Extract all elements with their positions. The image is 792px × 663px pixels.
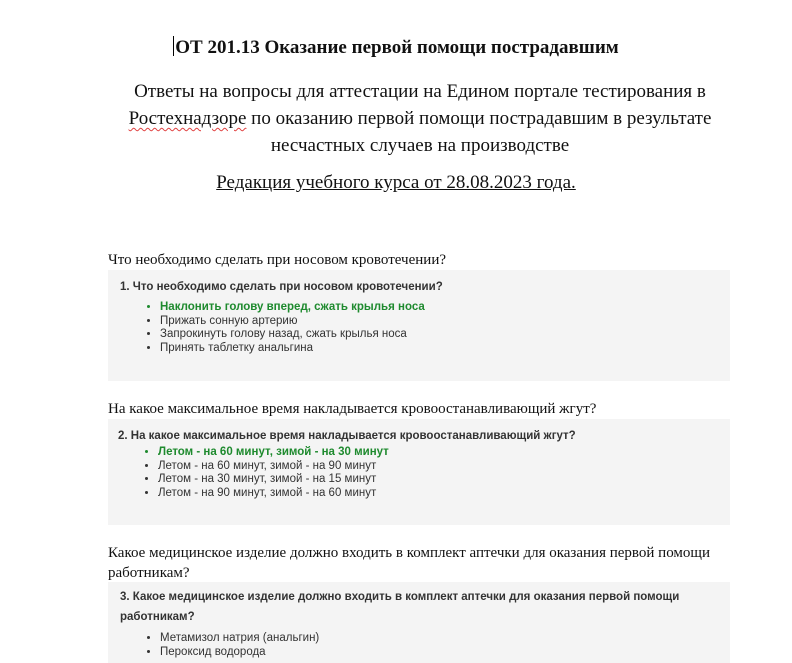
edition-note: Редакция учебного курса от 28.08.2023 года.	[216, 172, 576, 193]
question-2-card-title: 2. На какое максимальное время накладывается кровоостанавливающий жгут?	[118, 430, 576, 442]
question-3-card-title: 3. Какое медицинское изделие должно входить в комплект аптечки для оказания первой помощи работникам?	[120, 591, 680, 623]
question-1-card-title: 1. Что необходимо сделать при носовом кровотечении?	[120, 281, 443, 293]
answer-list-1	[138, 301, 425, 355]
answer-option: • Летом - на 30 минут, зимой - на 15 минут	[158, 473, 389, 487]
answer-correct: • Наклонить голову вперед, сжать крылья носа	[160, 301, 425, 315]
question-1-card	[108, 270, 730, 381]
answer-correct: • Летом - на 60 минут, зимой - на 30 минут	[158, 446, 389, 460]
answer-option: • Летом - на 60 минут, зимой - на 90 минут	[158, 460, 389, 474]
question-3-text: Какое медицинское изделие должно входить в комплект аптечки для оказания первой помощи работникам?	[108, 545, 710, 581]
question-2-card	[108, 419, 730, 525]
answer-option: • Запрокинуть голову назад, сжать крылья носа	[160, 328, 425, 342]
answer-list-3	[138, 632, 319, 659]
answer-option: • Летом - на 90 минут, зимой - на 60 минут	[158, 487, 389, 501]
answer-option: • Принять таблетку анальгина	[160, 342, 425, 356]
answer-option: • Прижать сонную артерию	[160, 315, 425, 329]
answer-option: • Пероксид водорода	[160, 646, 319, 660]
document-title: ОТ 201.13 Оказание первой помощи пострадавшим	[175, 37, 619, 58]
answer-list-2	[136, 446, 389, 500]
document-subtitle: Ответы на вопросы для аттестации на Едином портале тестирования в Ростехнадзоре по оказанию первой помощи пострадавшим в результате несчастных случаев на производстве	[128, 81, 712, 156]
question-1-text: Что необходимо сделать при носовом кровотечении?	[108, 252, 446, 268]
question-3-card	[108, 582, 730, 663]
misspelled-word[interactable]: Ростехнадзоре	[128, 108, 247, 129]
question-2-text: На какое максимальное время накладывается кровоостанавливающий жгут?	[108, 401, 597, 417]
answer-option: • Метамизол натрия (анальгин)	[160, 632, 319, 646]
